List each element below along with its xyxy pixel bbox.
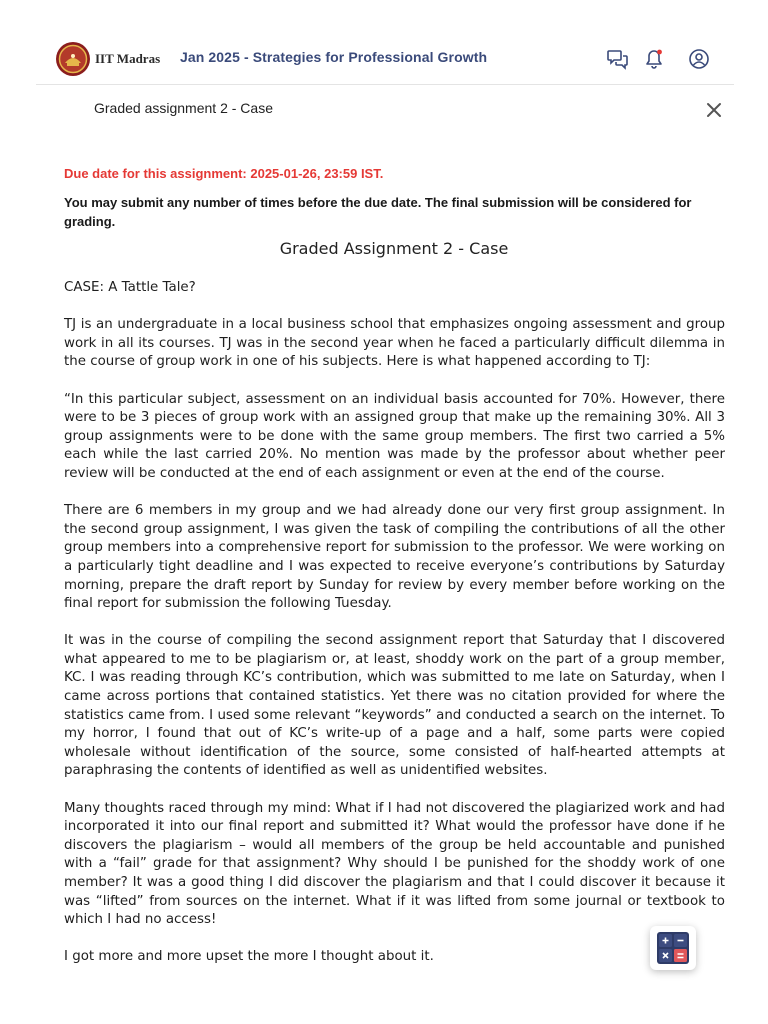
notification-dot [657, 50, 662, 55]
account-icon[interactable] [688, 48, 710, 70]
case-title: CASE: A Tattle Tale? [64, 280, 196, 295]
due-date: Due date for this assignment: 2025-01-26, 23:59 IST. [64, 166, 384, 181]
paragraph: TJ is an undergraduate in a local business school that emphasizes ongoing assessment and group work in all its courses. TJ was in the second year when he faced a particularly difficult dilemma in the course of group work in one of his subjects. Here is what happened according to TJ: [64, 317, 725, 370]
paragraph: “In this particular subject, assessment on an individual basis accounted for 70%. However, there were to be 3 pieces of group work with an assigned group that make up the remaining 30%. All 3 group assignments were to be done with the same group members. The first two carried a 5% each while the last carried 20%. No mention was made by the professor about whether peer review will be conducted at the end of each assignment or even at the end of the course. [64, 391, 725, 481]
document-heading: Graded Assignment 2 - Case [279, 239, 509, 258]
paragraph: I got more and more upset the more I thought about it. [64, 949, 434, 965]
top-header [0, 0, 768, 84]
close-icon[interactable] [704, 100, 724, 120]
case-document [64, 279, 725, 986]
paragraph: There are 6 members in my group and we had already done our very first group assignment. In the second group assignment, I was given the task of compiling the contributions of all the other group members into a comprehensive report for submission to the professor. We were working on a particularly tight deadline and I was expected to receive everyone’s contributions by Saturday morning, prepare the draft report by Sunday for review by every member before working on the final report for submission the following Tuesday. [64, 503, 725, 612]
iit-madras-logo[interactable] [55, 41, 91, 77]
calculator-button[interactable] [650, 926, 696, 970]
bell-icon[interactable] [643, 48, 665, 70]
assignment-title: Graded assignment 2 - Case [94, 100, 273, 116]
header-divider [36, 84, 734, 85]
paragraph: It was in the course of compiling the second assignment report that Saturday that I discovered what appeared to me to be plagiarism or, at least, shoddy work on the part of a group member, KC. I was reading through KC’s contribution, which was submitted to me late on Saturday, when I came across portions that contained statistics. Yet there was no citation provided for where the statistics came from. I used some relevant “keywords” and conducted a search on the internet. To my horror, I found that out of KC’s write-up of a page and a half, some parts were copied wholesale without identification of the source, some consisted of half-hearted attempts at paraphrasing the contents of identified as well as unidentified websites. [64, 633, 725, 779]
submission-note: You may submit any number of times before the due date. The final submission will be considered for grading. [64, 195, 692, 229]
calculator-icon [650, 926, 696, 970]
course-title[interactable]: Jan 2025 - Strategies for Professional Growth [180, 49, 488, 65]
paragraph: Many thoughts raced through my mind: What if I had not discovered the plagiarized work and had incorporated it into our final report and submitted it? What would the professor have done if he discovers the plagiarism – would all members of the group be held accountable and punished with a “fail” grade for that assignment? Why should I be punished for the shoddy work of one member? It was a good thing I did discover the plagiarism and that I could discover it because it was “lifted” from sources on the internet. What if it was lifted from some journal or textbook to which I had no access! [64, 800, 725, 928]
chat-icon[interactable] [607, 48, 629, 70]
org-name: IIT Madras [95, 51, 161, 66]
